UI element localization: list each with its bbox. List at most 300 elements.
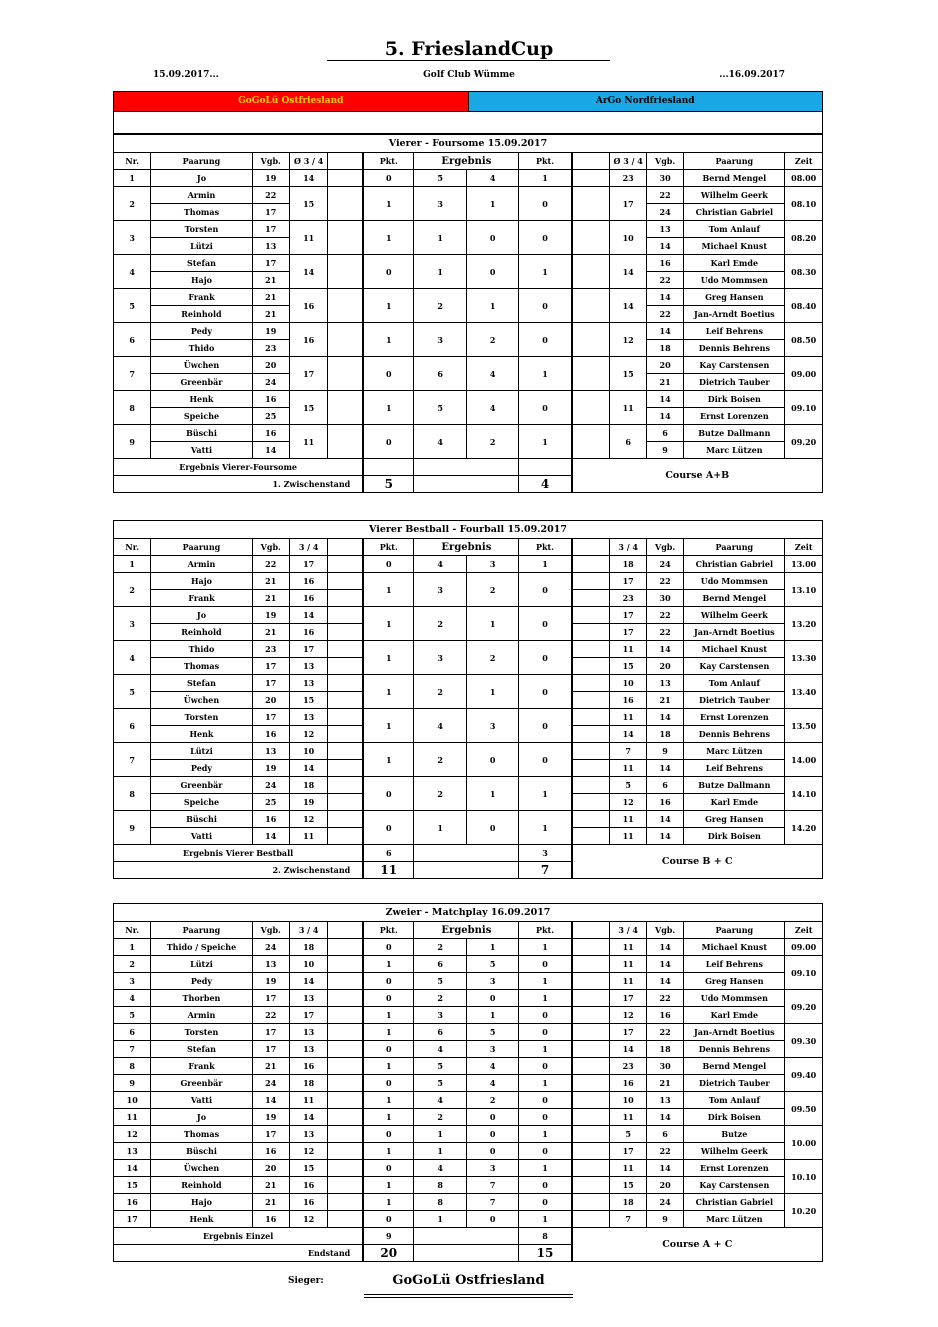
left-playing-handicap: 10 <box>289 956 327 973</box>
match-number: 5 <box>114 1007 151 1024</box>
blank-cell <box>572 658 610 675</box>
left-player: Greenbär <box>151 374 252 391</box>
blank-cell <box>328 760 363 777</box>
right-player: Greg Hansen <box>684 973 785 990</box>
start-date: 15.09.2017... <box>153 70 219 80</box>
right-handicap: 6 <box>646 777 683 794</box>
right-player: Karl Emde <box>684 255 785 272</box>
blank-cell <box>328 1092 363 1109</box>
blank-cell <box>572 170 610 187</box>
right-handicap: 16 <box>646 1007 683 1024</box>
results-table <box>113 134 823 493</box>
match-number: 8 <box>114 391 151 425</box>
left-player: Üwchen <box>151 357 252 374</box>
left-player: Torsten <box>151 221 252 238</box>
match-number: 3 <box>114 973 151 990</box>
right-player: Greg Hansen <box>684 811 785 828</box>
result-left: 3 <box>414 187 467 221</box>
blank-cell <box>572 743 610 760</box>
left-handicap: 13 <box>252 743 289 760</box>
right-points: 1 <box>519 425 572 459</box>
left-points: 0 <box>363 556 414 573</box>
result-left: 2 <box>414 939 467 956</box>
summary-points-right: 8 <box>519 1228 572 1245</box>
tee-time: 13.00 <box>785 556 823 573</box>
right-points: 1 <box>519 1075 572 1092</box>
left-player: Reinhold <box>151 624 252 641</box>
left-points: 1 <box>363 607 414 641</box>
standing-right: 4 <box>519 476 572 493</box>
right-handicap: 20 <box>646 1177 683 1194</box>
blank-cell <box>328 187 363 221</box>
left-handicap: 13 <box>252 238 289 255</box>
right-points: 0 <box>519 1109 572 1126</box>
result-right: 5 <box>466 1024 519 1041</box>
right-playing-handicap: 17 <box>610 624 646 641</box>
left-points: 1 <box>363 709 414 743</box>
right-points: 1 <box>519 556 572 573</box>
tee-time: 14.00 <box>785 743 823 777</box>
left-handicap: 13 <box>252 956 289 973</box>
header-nr: Nr. <box>114 922 151 939</box>
left-player: Lützi <box>151 238 252 255</box>
right-handicap: 14 <box>646 828 683 845</box>
right-points: 1 <box>519 1160 572 1177</box>
tee-time: 08.30 <box>785 255 823 289</box>
left-player: Greenbär <box>151 1075 252 1092</box>
right-handicap: 14 <box>646 408 683 425</box>
result-left: 3 <box>414 1007 467 1024</box>
header-result: Ergebnis <box>414 922 519 939</box>
result-right: 0 <box>466 1109 519 1126</box>
result-summary-label: Ergebnis Einzel <box>114 1228 364 1245</box>
blank-cell <box>572 641 610 658</box>
right-handicap: 24 <box>646 204 683 221</box>
right-points: 0 <box>519 391 572 425</box>
right-player: Christian Gabriel <box>684 1194 785 1211</box>
blank-cell <box>572 289 610 323</box>
left-points: 0 <box>363 1126 414 1143</box>
left-playing-handicap: 13 <box>289 1126 327 1143</box>
left-playing-handicap: 12 <box>289 1143 327 1160</box>
left-playing-handicap: 15 <box>289 1160 327 1177</box>
right-handicap: 13 <box>646 1092 683 1109</box>
right-player: Dennis Behrens <box>684 340 785 357</box>
header-points-left: Pkt. <box>363 539 414 556</box>
standing-blank <box>414 1245 519 1262</box>
tee-time: 13.10 <box>785 573 823 607</box>
match-number: 10 <box>114 1092 151 1109</box>
table-row <box>114 1160 823 1177</box>
standing-right: 15 <box>519 1245 572 1262</box>
match-number: 17 <box>114 1211 151 1228</box>
right-handicap: 6 <box>646 425 683 442</box>
left-handicap: 16 <box>252 811 289 828</box>
blank-cell <box>328 811 363 828</box>
blank-cell <box>328 556 363 573</box>
left-handicap: 25 <box>252 408 289 425</box>
result-right: 2 <box>466 573 519 607</box>
left-handicap: 17 <box>252 658 289 675</box>
table-row <box>114 1007 823 1024</box>
left-playing-handicap: 15 <box>289 391 327 425</box>
spacer-row <box>113 112 823 134</box>
left-handicap: 24 <box>252 1075 289 1092</box>
right-playing-handicap: 15 <box>610 1177 646 1194</box>
left-points: 0 <box>363 425 414 459</box>
left-handicap: 23 <box>252 641 289 658</box>
left-player: Büschi <box>151 811 252 828</box>
right-handicap: 14 <box>646 323 683 340</box>
right-playing-handicap: 11 <box>610 828 646 845</box>
left-handicap: 22 <box>252 1007 289 1024</box>
right-points: 0 <box>519 709 572 743</box>
team-right-name: ArGo Nordfriesland <box>468 92 823 111</box>
blank-cell <box>572 624 610 641</box>
right-handicap: 22 <box>646 272 683 289</box>
left-player: Thomas <box>151 658 252 675</box>
left-handicap: 22 <box>252 187 289 204</box>
left-handicap: 17 <box>252 709 289 726</box>
right-player: Dirk Boisen <box>684 391 785 408</box>
blank-cell <box>572 794 610 811</box>
header-pairing-right: Paarung <box>684 922 785 939</box>
result-left: 6 <box>414 956 467 973</box>
result-right: 0 <box>466 1126 519 1143</box>
right-handicap: 20 <box>646 658 683 675</box>
right-handicap: 14 <box>646 811 683 828</box>
header-points-right: Pkt. <box>519 922 572 939</box>
left-handicap: 16 <box>252 425 289 442</box>
left-player: Üwchen <box>151 1160 252 1177</box>
blank-cell <box>328 726 363 743</box>
header-result: Ergebnis <box>414 539 519 556</box>
right-handicap: 18 <box>646 726 683 743</box>
left-playing-handicap: 14 <box>289 607 327 624</box>
left-handicap: 14 <box>252 1092 289 1109</box>
summary-points-left: 6 <box>363 845 414 862</box>
table-row <box>114 221 823 238</box>
blank-cell <box>328 692 363 709</box>
result-left: 8 <box>414 1177 467 1194</box>
section-foursome <box>113 134 823 493</box>
right-playing-handicap: 6 <box>610 425 646 459</box>
standing-right: 7 <box>519 862 572 879</box>
right-playing-handicap: 14 <box>610 726 646 743</box>
header-playing-handicap-right: Ø 3 / 4 <box>610 153 646 170</box>
right-handicap: 22 <box>646 306 683 323</box>
result-right: 4 <box>466 1075 519 1092</box>
table-row <box>114 556 823 573</box>
tee-time: 14.20 <box>785 811 823 845</box>
result-right: 0 <box>466 990 519 1007</box>
header-pairing: Paarung <box>151 922 252 939</box>
table-row <box>114 573 823 590</box>
table-row <box>114 1092 823 1109</box>
result-right: 3 <box>466 973 519 990</box>
right-playing-handicap: 18 <box>610 1194 646 1211</box>
right-playing-handicap: 23 <box>610 1058 646 1075</box>
right-playing-handicap: 11 <box>610 973 646 990</box>
result-right: 7 <box>466 1177 519 1194</box>
page-title: 5. FrieslandCup <box>384 38 554 60</box>
left-handicap: 21 <box>252 624 289 641</box>
blank-cell <box>572 939 610 956</box>
table-row <box>114 1041 823 1058</box>
blank-cell <box>572 1024 610 1041</box>
blank-cell <box>328 990 363 1007</box>
left-handicap: 21 <box>252 1177 289 1194</box>
match-number: 15 <box>114 1177 151 1194</box>
result-right: 0 <box>466 811 519 845</box>
left-playing-handicap: 16 <box>289 289 327 323</box>
right-handicap: 16 <box>646 255 683 272</box>
table-row <box>114 255 823 272</box>
section-title: Vierer - Foursome 15.09.2017 <box>114 135 823 153</box>
result-right: 3 <box>466 1160 519 1177</box>
result-left: 5 <box>414 170 467 187</box>
team-left-name: GoGoLü Ostfriesland <box>114 92 468 111</box>
left-playing-handicap: 18 <box>289 939 327 956</box>
table-row <box>114 777 823 794</box>
table-row <box>114 425 823 442</box>
left-player: Hajo <box>151 1194 252 1211</box>
section-fourball <box>113 520 823 879</box>
result-right: 3 <box>466 556 519 573</box>
blank-cell <box>328 956 363 973</box>
blank-cell <box>572 255 610 289</box>
header-blank <box>572 153 610 170</box>
left-points: 0 <box>363 357 414 391</box>
right-player: Jan-Arndt Boetius <box>684 1024 785 1041</box>
blank-cell <box>328 289 363 323</box>
left-player: Vatti <box>151 442 252 459</box>
right-handicap: 14 <box>646 760 683 777</box>
left-player: Stefan <box>151 675 252 692</box>
left-handicap: 19 <box>252 170 289 187</box>
blank-cell <box>328 939 363 956</box>
result-left: 2 <box>414 990 467 1007</box>
left-player: Frank <box>151 1058 252 1075</box>
right-player: Bernd Mengel <box>684 590 785 607</box>
header-playing-handicap-right: 3 / 4 <box>610 539 646 556</box>
result-left: 5 <box>414 1075 467 1092</box>
right-points: 1 <box>519 973 572 990</box>
right-points: 0 <box>519 1058 572 1075</box>
blank-cell <box>328 1211 363 1228</box>
right-handicap: 14 <box>646 1160 683 1177</box>
right-points: 0 <box>519 187 572 221</box>
right-handicap: 13 <box>646 675 683 692</box>
left-points: 1 <box>363 187 414 221</box>
right-handicap: 18 <box>646 340 683 357</box>
match-number: 8 <box>114 777 151 811</box>
right-player: Leif Behrens <box>684 760 785 777</box>
right-playing-handicap: 10 <box>610 221 646 255</box>
blank-cell <box>328 973 363 990</box>
left-player: Speiche <box>151 794 252 811</box>
right-player: Dietrich Tauber <box>684 1075 785 1092</box>
left-player: Hajo <box>151 573 252 590</box>
left-playing-handicap: 11 <box>289 828 327 845</box>
header-result: Ergebnis <box>414 153 519 170</box>
blank-cell <box>572 760 610 777</box>
blank-cell <box>572 973 610 990</box>
summary-points-right: 3 <box>519 845 572 862</box>
left-playing-handicap: 17 <box>289 556 327 573</box>
standing-left: 20 <box>363 1245 414 1262</box>
left-player: Stefan <box>151 1041 252 1058</box>
blank-cell <box>328 624 363 641</box>
header-pairing-right: Paarung <box>684 153 785 170</box>
right-handicap: 22 <box>646 187 683 204</box>
left-playing-handicap: 17 <box>289 641 327 658</box>
right-player: Marc Lützen <box>684 1211 785 1228</box>
tee-time: 08.10 <box>785 187 823 221</box>
right-points: 1 <box>519 255 572 289</box>
table-row <box>114 1075 823 1092</box>
left-handicap: 19 <box>252 607 289 624</box>
blank-cell <box>328 794 363 811</box>
left-points: 1 <box>363 1007 414 1024</box>
right-points: 0 <box>519 289 572 323</box>
right-player: Tom Anlauf <box>684 1092 785 1109</box>
left-handicap: 17 <box>252 221 289 238</box>
summary-points-left <box>363 459 414 476</box>
left-player: Reinhold <box>151 306 252 323</box>
result-right: 0 <box>466 743 519 777</box>
left-player: Pedy <box>151 760 252 777</box>
right-player: Dennis Behrens <box>684 1041 785 1058</box>
table-row <box>114 1177 823 1194</box>
right-handicap: 22 <box>646 1024 683 1041</box>
right-handicap: 9 <box>646 1211 683 1228</box>
header-playing-handicap: Ø 3 / 4 <box>289 153 327 170</box>
result-right: 3 <box>466 709 519 743</box>
section-title: Vierer Bestball - Fourball 15.09.2017 <box>114 521 823 539</box>
left-handicap: 17 <box>252 255 289 272</box>
match-number: 6 <box>114 1024 151 1041</box>
table-row <box>114 811 823 828</box>
right-handicap: 14 <box>646 238 683 255</box>
right-player: Michael Knust <box>684 641 785 658</box>
header-playing-handicap-right: 3 / 4 <box>610 922 646 939</box>
header-blank <box>328 539 363 556</box>
result-right: 2 <box>466 425 519 459</box>
table-row <box>114 187 823 204</box>
header-nr: Nr. <box>114 153 151 170</box>
tee-time: 09.20 <box>785 425 823 459</box>
blank-cell <box>328 1075 363 1092</box>
result-right: 1 <box>466 289 519 323</box>
result-right: 1 <box>466 1007 519 1024</box>
right-player: Bernd Mengel <box>684 1058 785 1075</box>
header-handicap-right: Vgb. <box>646 153 683 170</box>
blank-cell <box>572 1211 610 1228</box>
right-points: 0 <box>519 221 572 255</box>
header-time: Zeit <box>785 539 823 556</box>
tee-time: 09.10 <box>785 391 823 425</box>
table-row <box>114 939 823 956</box>
right-points: 0 <box>519 573 572 607</box>
header-time: Zeit <box>785 922 823 939</box>
right-handicap: 22 <box>646 624 683 641</box>
match-number: 16 <box>114 1194 151 1211</box>
header-points-left: Pkt. <box>363 922 414 939</box>
right-player: Tom Anlauf <box>684 675 785 692</box>
left-playing-handicap: 13 <box>289 658 327 675</box>
result-left: 3 <box>414 573 467 607</box>
right-player: Dietrich Tauber <box>684 692 785 709</box>
right-player: Christian Gabriel <box>684 556 785 573</box>
tee-time: 09.40 <box>785 1058 823 1092</box>
table-row <box>114 1024 823 1041</box>
header-playing-handicap: 3 / 4 <box>289 922 327 939</box>
blank-cell <box>328 1024 363 1041</box>
tee-time: 13.50 <box>785 709 823 743</box>
left-handicap: 19 <box>252 973 289 990</box>
blank-cell <box>572 1041 610 1058</box>
blank-cell <box>328 1177 363 1194</box>
blank-cell <box>328 1194 363 1211</box>
right-playing-handicap: 11 <box>610 641 646 658</box>
header-pairing-right: Paarung <box>684 539 785 556</box>
tee-time: 10.00 <box>785 1126 823 1160</box>
right-playing-handicap: 15 <box>610 357 646 391</box>
right-handicap: 14 <box>646 1109 683 1126</box>
result-left: 4 <box>414 1092 467 1109</box>
left-handicap: 17 <box>252 204 289 221</box>
header-pairing: Paarung <box>151 153 252 170</box>
left-handicap: 16 <box>252 726 289 743</box>
left-player: Jo <box>151 607 252 624</box>
right-handicap: 21 <box>646 374 683 391</box>
left-player: Thido <box>151 641 252 658</box>
left-handicap: 21 <box>252 573 289 590</box>
blank-cell <box>328 357 363 391</box>
blank-cell <box>572 990 610 1007</box>
tee-time: 09.00 <box>785 357 823 391</box>
left-player: Torsten <box>151 1024 252 1041</box>
right-playing-handicap: 14 <box>610 1041 646 1058</box>
header-handicap-right: Vgb. <box>646 539 683 556</box>
blank-cell <box>572 828 610 845</box>
right-points: 1 <box>519 1041 572 1058</box>
blank-cell <box>328 170 363 187</box>
right-handicap: 16 <box>646 794 683 811</box>
right-player: Dirk Boisen <box>684 828 785 845</box>
right-player: Kay Carstensen <box>684 357 785 374</box>
tee-time: 08.20 <box>785 221 823 255</box>
left-points: 0 <box>363 255 414 289</box>
blank-cell <box>328 641 363 658</box>
blank-cell <box>572 1143 610 1160</box>
standing-left: 5 <box>363 476 414 493</box>
match-number: 7 <box>114 357 151 391</box>
blank-cell <box>328 743 363 760</box>
left-playing-handicap: 14 <box>289 1109 327 1126</box>
left-points: 1 <box>363 221 414 255</box>
tee-time: 09.10 <box>785 956 823 990</box>
left-handicap: 24 <box>252 939 289 956</box>
right-handicap: 9 <box>646 743 683 760</box>
results-table <box>113 520 823 879</box>
header-points-left: Pkt. <box>363 153 414 170</box>
left-handicap: 16 <box>252 1143 289 1160</box>
result-right: 4 <box>466 391 519 425</box>
blank-cell <box>328 709 363 726</box>
right-player: Kay Carstensen <box>684 658 785 675</box>
